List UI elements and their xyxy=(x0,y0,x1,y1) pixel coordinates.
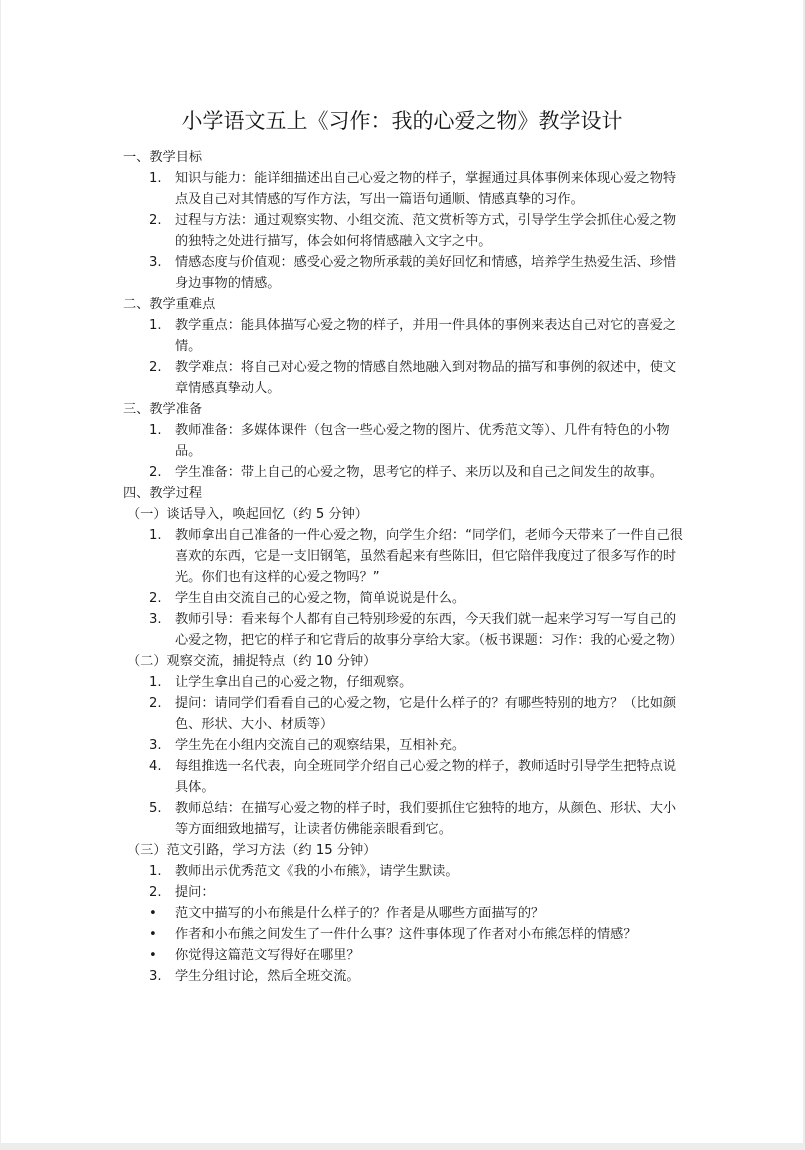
list-item: 1. 知识与能力：能详细描述出自己心爱之物的样子，掌握通过具体事例来体现心爱之物特点及自己对其情感的写作方法，写出一篇语句通顺、情感真挚的习作。 xyxy=(149,171,677,207)
list-item: 2. 提问：请同学们看看自己的心爱之物，它是什么样子的？有哪些特别的地方？（比如颜色、形状、大小、材质等） xyxy=(149,696,677,732)
process-list-1 xyxy=(123,525,688,651)
subsection-heading: （三）范文引路，学习方法（约 15 分钟） xyxy=(127,843,377,858)
key-points-list xyxy=(123,315,688,399)
list-item: 4. 每组推选一名代表，向全班同学介绍自己心爱之物的样子，教师适时引导学生把特点说具体。 xyxy=(149,759,677,795)
document-body xyxy=(123,147,688,987)
document-title: 小学语文五上《习作：我的心爱之物》教学设计 xyxy=(181,109,623,133)
list-item: 1. 教学重点：能具体描写心爱之物的样子，并用一件具体的事例来表达自己对它的喜爱之情。 xyxy=(149,318,677,354)
list-item: 2. 教学难点：将自己对心爱之物的情感自然地融入到对物品的描写和事例的叙述中，使文章情感真挚动人。 xyxy=(149,360,677,396)
section-heading: 三、教学准备 xyxy=(123,402,203,417)
list-item: 1. 让学生拿出自己的心爱之物，仔细观察。 xyxy=(149,675,413,690)
list-item: 3. 学生先在小组内交流自己的观察结果，互相补充。 xyxy=(149,738,466,753)
bullet-icon: • xyxy=(149,948,157,963)
process-list-3 xyxy=(123,861,688,903)
preparation-list xyxy=(123,420,688,483)
list-item: 2. 学生准备：带上自己的心爱之物，思考它的样子、来历以及和自己之间发生的故事。 xyxy=(149,465,663,480)
objectives-list xyxy=(123,168,688,294)
bullet-item: • 作者和小布熊之间发生了一件什么事？这件事体现了作者对小布熊怎样的情感？ xyxy=(123,924,688,945)
subsection-heading: （一）谈话导入，唤起回忆（约 5 分钟） xyxy=(127,507,368,522)
list-item: 1. 教师出示优秀范文《我的小布熊》，请学生默读。 xyxy=(149,864,459,879)
section-heading: 四、教学过程 xyxy=(123,486,203,501)
bullet-item: • 你觉得这篇范文写得好在哪里？ xyxy=(123,945,688,966)
list-item: 2. 学生自由交流自己的心爱之物，简单说说是什么。 xyxy=(149,591,466,606)
section-heading: 一、教学目标 xyxy=(123,150,203,165)
list-item: 5. 教师总结：在描写心爱之物的样子时，我们要抓住它独特的地方，从颜色、形状、大小等方面细致地描写，让读者仿佛能亲眼看到它。 xyxy=(149,801,677,837)
subsection-heading: （二）观察交流，捕捉特点（约 10 分钟） xyxy=(127,654,377,669)
list-item: 3. 教师引导：看来每个人都有自己特别珍爱的东西，今天我们就一起来学习写一写自己的心爱之物，把它的样子和它背后的故事分享给大家。（板书课题：习作：我的心爱之物） xyxy=(149,612,683,648)
process-list-3-cont xyxy=(123,966,688,987)
bullet-icon: • xyxy=(149,906,157,921)
process-list-2 xyxy=(123,672,688,840)
list-item: 1. 教师准备：多媒体课件（包含一些心爱之物的图片、优秀范文等）、几件有特色的小物品。 xyxy=(149,423,670,459)
section-heading: 二、教学重难点 xyxy=(123,297,216,312)
document-page xyxy=(1,0,803,1143)
list-item: 2. 过程与方法：通过观察实物、小组交流、范文赏析等方式，引导学生学会抓住心爱之物的独特之处进行描写，体会如何将情感融入文字之中。 xyxy=(149,213,677,249)
list-item: 3. 学生分组讨论，然后全班交流。 xyxy=(149,969,360,984)
list-item: 3. 情感态度与价值观：感受心爱之物所承载的美好回忆和情感，培养学生热爱生活、珍惜身边事物的情感。 xyxy=(149,255,677,291)
bullet-item: • 范文中描写的小布熊是什么样子的？作者是从哪些方面描写的？ xyxy=(123,903,688,924)
bullet-icon: • xyxy=(149,927,157,942)
list-item: 2. 提问： xyxy=(149,885,215,900)
list-item: 1. 教师拿出自己准备的一件心爱之物，向学生介绍：“同学们，老师今天带来了一件自己很喜欢的东西，它是一支旧钢笔，虽然看起来有些陈旧，但它陪伴我度过了很多写作的时光。你们也有这样的心爱之物吗？” xyxy=(149,528,683,585)
